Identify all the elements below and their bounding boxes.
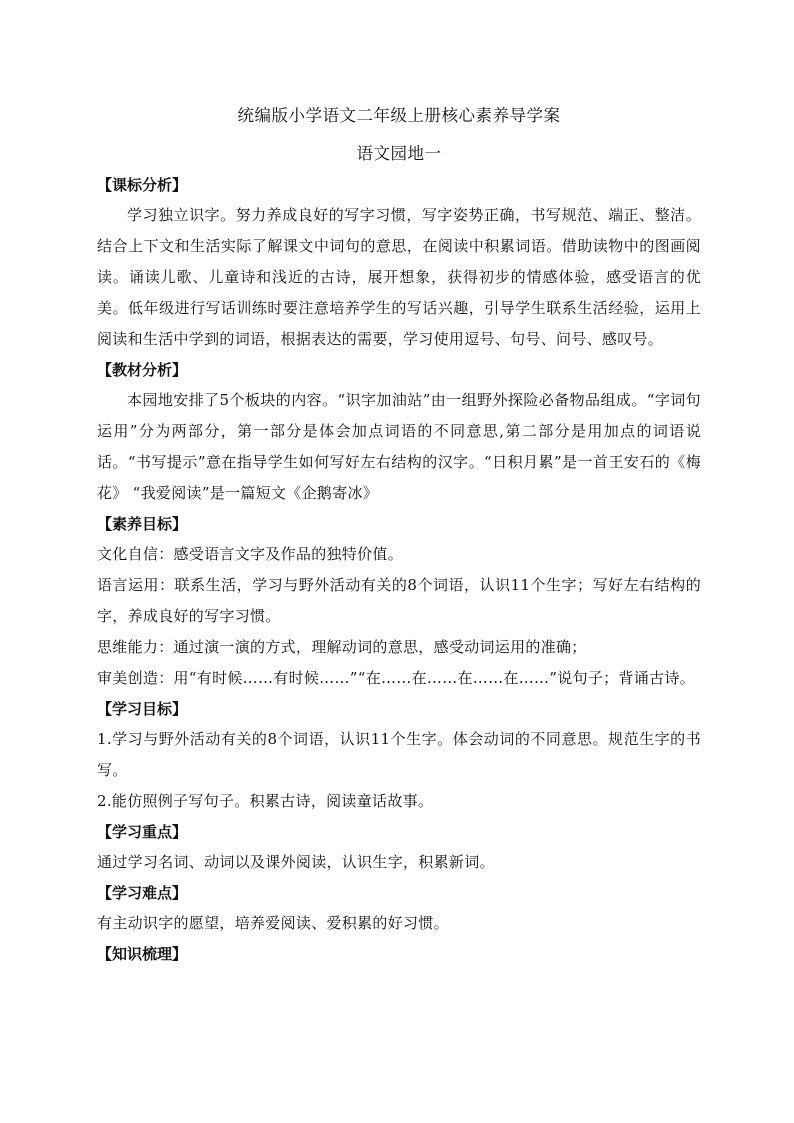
literacy-goal-language: 语言运用：联系生活，学习与野外活动有关的8个词语，认识11个生字；写好左右结构的字，养成良好的写字习惯。 <box>97 576 701 625</box>
curriculum-analysis-text: 学习独立识字。努力养成良好的写字习惯，写字姿势正确，书写规范、端正、整洁。结合上下文和生活实际了解课文中词句的意思，在阅读中积累词语。借助读物中的图画阅读。诵读儿歌、儿童诗和浅近的古诗，展开想象，获得初步的情感体验，感受语言的优美。低年级进行写话训练时要注意培养学生的写话兴趣，引导学生联系生活经验，运用上阅读和生活中学到的词语，根据表达的需要，学习使用逗号、句号、问号、感叹号。 <box>97 206 701 348</box>
section-heading-literacy: 【素养目标】 <box>97 515 188 533</box>
section-heading-difficulty: 【学习难点】 <box>97 884 188 902</box>
section-heading-textbook: 【教材分析】 <box>97 361 188 379</box>
learning-goal-2: 2.能仿照例子写句子。积累古诗，阅读童话故事。 <box>97 792 434 810</box>
learning-goal-1: 1.学习与野外活动有关的8个词语，认识11个生字。体会动词的不同意思。规范生字的书写。 <box>97 730 701 779</box>
literacy-goal-thinking: 思维能力：通过演一演的方式，理解动词的意思，感受动词运用的准确； <box>97 638 587 656</box>
learning-difficulty-text: 有主动识字的愿望，培养爱阅读、爱积累的好习惯。 <box>97 914 449 932</box>
document-title: 统编版小学语文二年级上册核心素养导学案 <box>237 106 561 125</box>
document-body <box>97 100 701 969</box>
section-heading-knowledge: 【知识梳理】 <box>97 945 188 963</box>
learning-focus-text: 通过学习名词、动词以及课外阅读，认识生字，积累新词。 <box>97 853 495 871</box>
literacy-goal-culture: 文化自信：感受语言文字及作品的独特价值。 <box>97 545 404 563</box>
document-subtitle: 语文园地一 <box>356 144 442 163</box>
textbook-analysis-text: 本园地安排了5个板块的内容。“识字加油站”由一组野外探险必备物品组成。“字词句运用”分为两部分，第一部分是体会加点词语的不同意思,第二部分是用加点的词语说话。“书写提示”意在指导学生如何写好左右结构的汉字。“日积月累”是一首王安石的《梅花》 “我爱阅读”是一篇短文《企鹅寄冰》 <box>97 391 701 502</box>
literacy-goal-aesthetic: 审美创造：用“有时候……有时候……”“在……在……在……在……”说句子；背诵古诗。 <box>97 669 695 687</box>
section-heading-curriculum: 【课标分析】 <box>97 176 188 194</box>
section-heading-focus: 【学习重点】 <box>97 823 188 841</box>
section-heading-goals: 【学习目标】 <box>97 700 188 718</box>
